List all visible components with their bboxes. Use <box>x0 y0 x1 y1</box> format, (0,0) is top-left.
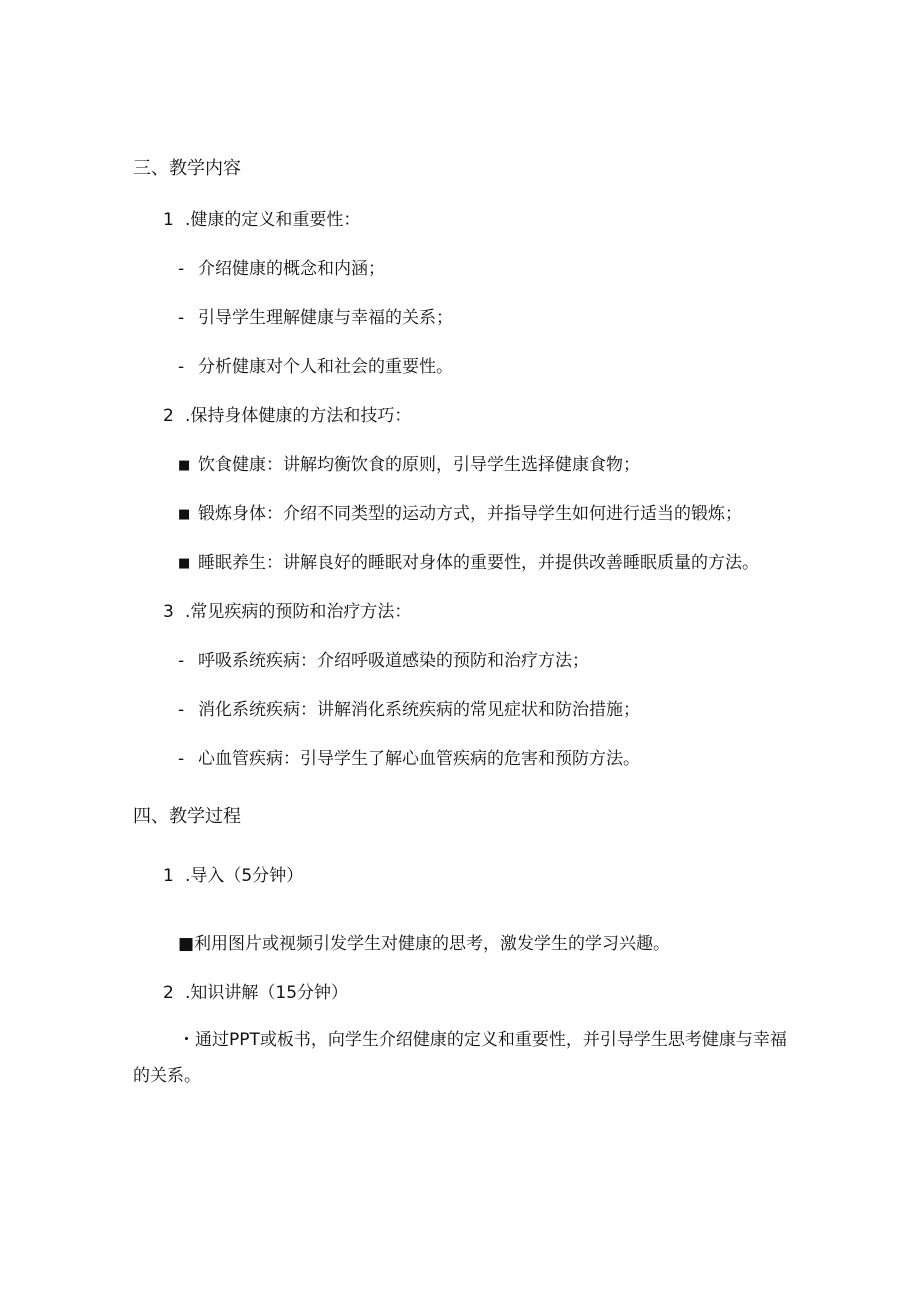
dash-marker: - <box>178 700 185 720</box>
square-bullet-icon: ■ <box>178 458 191 473</box>
process-step-2 <box>163 983 348 1003</box>
content-item-1 <box>163 210 360 230</box>
item-title: .导入（5分钟） <box>185 866 304 886</box>
step-1-detail: ■利用图片或视频引发学生对健康的思考，激发学生的学习兴趣。 <box>178 934 671 954</box>
dash-marker: - <box>178 651 185 671</box>
item-title: .保持身体健康的方法和技巧： <box>185 406 412 426</box>
list-item: - 分析健康对个人和社会的重要性。 <box>178 357 453 377</box>
dash-marker: - <box>178 357 185 377</box>
item-title: .知识讲解（15分钟） <box>185 983 349 1003</box>
item-number: 2 <box>163 983 174 1003</box>
square-bullet-icon: ■ <box>178 556 191 571</box>
section-3-heading: 三、教学内容 <box>133 158 241 179</box>
list-item: ■ 锻炼身体：介绍不同类型的运动方式，并指导学生如何进行适当的锻炼； <box>178 504 742 524</box>
dash-marker: - <box>178 749 185 769</box>
item-title: .常见疾病的预防和治疗方法： <box>185 602 412 622</box>
list-item: ■ 睡眠养生：讲解良好的睡眠对身体的重要性，并提供改善睡眠质量的方法。 <box>178 553 759 573</box>
list-item: - 心血管疾病：引导学生了解心血管疾病的危害和预防方法。 <box>178 749 640 769</box>
content-item-2 <box>163 406 411 426</box>
step-2-detail: ・通过PPT或板书，向学生介绍健康的定义和重要性，并引导学生思考健康与幸福的关系。 <box>133 1030 787 1086</box>
dash-marker: - <box>178 308 185 328</box>
section-4-heading: 四、教学过程 <box>133 806 241 827</box>
item-title: .健康的定义和重要性： <box>185 210 361 230</box>
list-item: - 介绍健康的概念和内涵； <box>178 259 385 279</box>
item-number: 3 <box>163 602 174 622</box>
list-item: - 呼吸系统疾病：介绍呼吸道感染的预防和治疗方法； <box>178 651 589 671</box>
content-item-3 <box>163 602 411 622</box>
item-number: 1 <box>163 866 174 886</box>
dash-marker: - <box>178 259 185 279</box>
square-bullet-icon: ■ <box>178 507 191 522</box>
list-item: - 引导学生理解健康与幸福的关系； <box>178 308 453 328</box>
process-step-1 <box>163 866 303 886</box>
list-item: - 消化系统疾病：讲解消化系统疾病的常见症状和防治措施； <box>178 700 640 720</box>
item-number: 1 <box>163 210 174 230</box>
list-item: ■ 饮食健康：讲解均衡饮食的原则，引导学生选择健康食物； <box>178 455 640 475</box>
item-number: 2 <box>163 406 174 426</box>
